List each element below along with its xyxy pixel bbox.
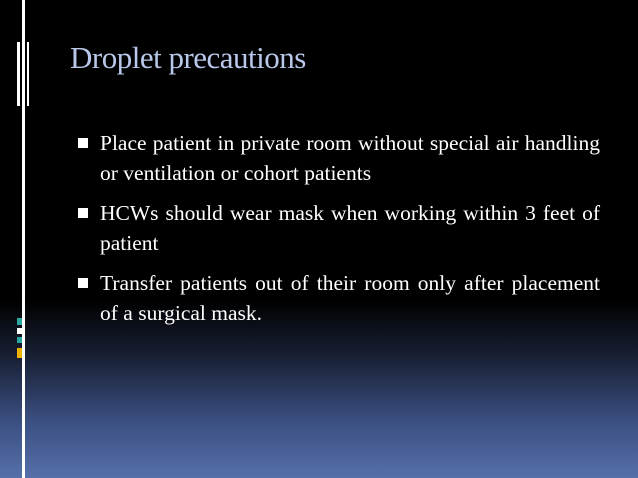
bullet-text: HCWs should wear mask when working within 3 feet of patient <box>100 201 600 255</box>
bottom-decoration <box>17 318 27 358</box>
square-bullet-icon <box>78 208 88 218</box>
square-bullet-icon <box>78 138 88 148</box>
bullet-list <box>78 128 600 338</box>
square-bullet-icon <box>78 278 88 288</box>
bullet-text: Transfer patients out of their room only after placement of a surgical mask. <box>100 271 600 325</box>
bullet-item <box>78 268 600 328</box>
slide-title: Droplet precautions <box>70 40 306 75</box>
bullet-item <box>78 198 600 258</box>
bullet-item <box>78 128 600 188</box>
top-decoration <box>17 42 29 106</box>
bullet-text: Place patient in private room without special air handling or ventilation or cohort patients <box>100 131 600 185</box>
